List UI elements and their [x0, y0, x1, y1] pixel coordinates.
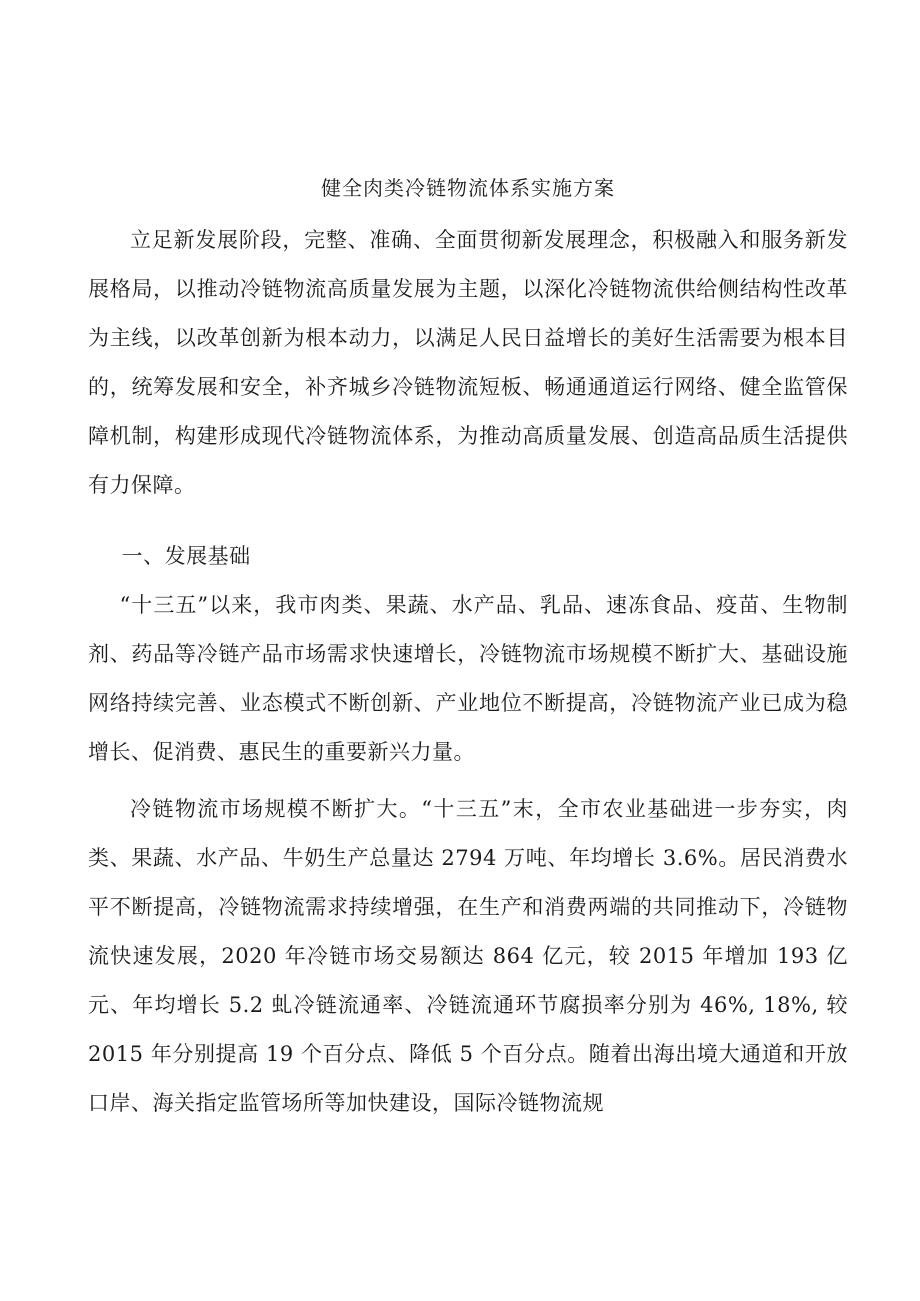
document-title: 健全肉类冷链物流体系实施方案: [321, 176, 615, 200]
document-page: [88, 168, 848, 1128]
intro-paragraph: 立足新发展阶段，完整、准确、全面贯彻新发展理念，积极融入和服务新发展格局，以推动冷链物流高质量发展为主题，以深化冷链物流供给侧结构性改革为主线，以改革创新为根本动力，以满足人民日益增长的美好生活需要为根本目的，统筹发展和安全，补齐城乡冷链物流短板、畅通通道运行网络、健全监管保障机制，构建形成现代冷链物流体系，为推动高质量发展、创造高品质生活提供有力保障。: [88, 228, 848, 497]
section-paragraph-2: 冷链物流市场规模不断扩大。“十三五”末，全市农业基础进一步夯实，肉类、果蔬、水产品、牛奶生产总量达 2794 万吨、年均增长 3.6%。居民消费水平不断提高，冷链物流需求持续增强，在生产和消费两端的共同推动下，冷链物流快速发展，2020 年冷链市场交易额达 864 亿元，较 2015 年增加 193 亿元、年均增长 5.2 虬冷链流通率、冷链流通环节腐损率分别为 46%, 18%, 较 2015 年分别提高 19 个百分点、降低 5 个百分点。随着出海出境大通道和开放口岸、海关指定监管场所等加快建设，国际冷链物流规: [88, 797, 848, 1115]
section-paragraph-1: “十三五”以来，我市肉类、果蔬、水产品、乳品、速冻食品、疫苗、生物制剂、药品等冷链产品市场需求快速增长，冷链物流市场规模不断扩大、基础设施网络持续完善、业态模式不断创新、产业地位不断提高，冷链物流产业已成为稳增长、促消费、惠民生的重要新兴力量。: [88, 593, 848, 764]
section-heading-development-basis: 一、发展基础: [121, 544, 251, 568]
